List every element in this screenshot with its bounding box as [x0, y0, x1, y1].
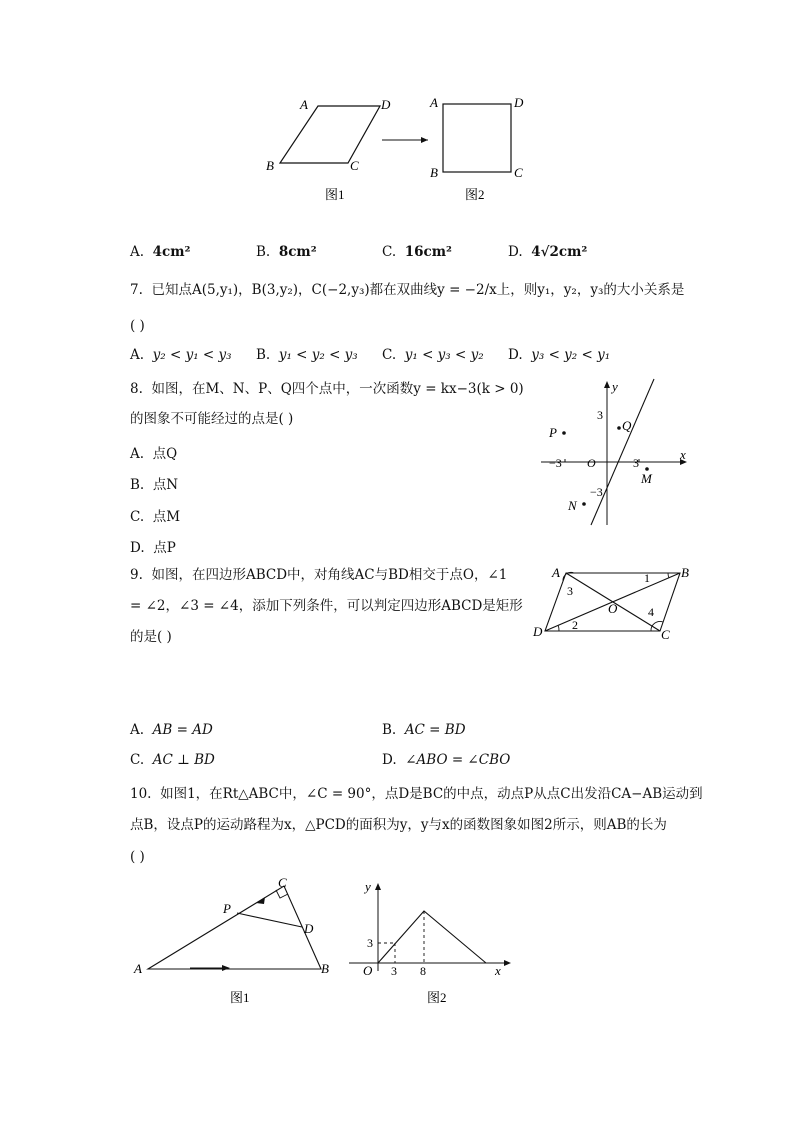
q6-option-b: B. 8cm²: [256, 244, 317, 260]
q10-stem-line1: [130, 785, 703, 803]
q6-fig1-caption: 图1: [325, 187, 345, 202]
q9-option-b: B. AC = BD: [382, 722, 466, 738]
q8-text-1: 如图，在M、N、P、Q四个点中，一次函数y = kx−3(k > 0): [151, 381, 524, 397]
q8-point-p: [562, 431, 566, 435]
q8-tick-label-3: 3: [633, 456, 639, 470]
q9-option-d: D. ∠ABO = ∠CBO: [382, 752, 511, 768]
q9-angle-1-arc: [668, 573, 669, 578]
q8-coordinate-figure: [535, 375, 695, 530]
q10-fig2-function-line: [378, 911, 486, 963]
q6-square: [443, 104, 511, 172]
q9-angle-4-label: 4: [648, 605, 654, 619]
q8-tick-label-neg3: −3: [549, 456, 562, 470]
q10-text-1: 如图1，在Rt△ABC中，∠C = 90°，点D是BC的中点，动点P从点C出发沿CA−AB运动到: [160, 786, 703, 802]
q10-triangle-abc: [148, 886, 321, 969]
q7-blank: ( ): [130, 318, 145, 334]
q8-point-n-label: N: [568, 498, 577, 513]
q10-fig1-label-p: P: [223, 901, 231, 916]
q7-number: 7.: [130, 282, 143, 298]
q6-fig1-label-d: D: [381, 97, 391, 112]
q10-arrow-ab-head-icon: [222, 965, 230, 971]
q9-option-c: C. AC ⊥ BD: [130, 752, 215, 768]
q9-label-a: A: [552, 565, 560, 580]
q10-fig2-tick-3: 3: [391, 964, 397, 978]
q9-angle-2-label: 2: [572, 618, 578, 632]
q8-origin-label: O: [587, 456, 596, 470]
q8-option-a: A. 点Q: [130, 446, 178, 462]
q10-fig1-label-b: B: [321, 961, 329, 976]
q7-option-c: C. y₁ < y₃ < y₂: [382, 347, 484, 363]
q8-ytick-label-3: 3: [597, 408, 603, 422]
q9-option-a: A. AB = AD: [130, 722, 213, 738]
q9-stem-line1: [130, 566, 507, 584]
q10-blank: ( ): [130, 849, 145, 865]
q9-angle-2-arc: [558, 625, 559, 631]
q10-fig2-y-arrow-icon: [375, 883, 381, 890]
q9-number: 9.: [130, 567, 143, 583]
q8-function-line: [591, 379, 654, 525]
q6-fig2-caption: 图2: [465, 187, 485, 202]
q8-option-d: D. 点P: [130, 540, 176, 556]
q10-fig1-triangle: [130, 875, 345, 1010]
q6-fig2-label-d: D: [514, 95, 524, 110]
q6-arrow-head-icon: [421, 137, 428, 143]
q7-stem: [130, 281, 684, 299]
q10-fig2-origin: O: [363, 963, 373, 978]
q10-fig2-x-arrow-icon: [504, 960, 511, 966]
q10-fig2-caption: 图2: [427, 990, 447, 1005]
q9-label-d: D: [533, 624, 543, 639]
q7-text: 已知点A(5,y₁)，B(3,y₂)，C(−2,y₃)都在双曲线y = −2/x上，则y₁，y₂，y₃的大小关系是: [151, 282, 685, 298]
q10-fig2-ytick-3: 3: [367, 936, 373, 950]
q10-fig1-label-a: A: [134, 961, 142, 976]
q6-fig1-label-a: A: [300, 97, 308, 112]
q8-option-c: C. 点M: [130, 509, 181, 525]
q7-option-d: D. y₃ < y₂ < y₁: [508, 347, 611, 363]
q6-option-a: A. 4cm²: [130, 244, 191, 260]
q6-option-c: C. 16cm²: [382, 244, 452, 260]
q6-fig2-label-c: C: [514, 165, 523, 180]
q8-point-p-label: P: [549, 425, 557, 440]
q9-quadrilateral-figure: [530, 563, 700, 643]
q10-segment-pd: [237, 913, 302, 927]
q8-point-q-label: Q: [622, 418, 632, 433]
q10-fig2-y-label: y: [365, 879, 371, 894]
q10-fig1-label-d: D: [304, 921, 314, 936]
q8-option-b: B. 点N: [130, 477, 179, 493]
q10-arrow-ca-head-icon: [256, 897, 265, 904]
q10-fig1-caption: 图1: [230, 990, 250, 1005]
q9-stem-line3: 的是( ): [130, 629, 172, 645]
q8-number: 8.: [130, 381, 143, 397]
q9-angle-1-label: 1: [644, 571, 650, 585]
q6-parallelogram: [280, 106, 380, 163]
q6-option-d: D. 4√2cm²: [508, 244, 588, 260]
q9-label-o: O: [608, 601, 618, 616]
q10-fig2-x-label: x: [495, 963, 501, 978]
q8-point-n: [582, 502, 586, 506]
q8-y-label: y: [612, 379, 618, 394]
q8-y-arrow-icon: [604, 381, 610, 388]
q6-fig2-label-b: B: [430, 165, 438, 180]
q9-label-c: C: [661, 627, 670, 642]
q9-angle-3-label: 3: [567, 584, 573, 598]
q9-stem-line2: = ∠2，∠3 = ∠4，添加下列条件，可以判定四边形ABCD是矩形: [130, 598, 523, 614]
q10-number: 10.: [130, 786, 152, 802]
q10-stem-line2: 点B，设点P的运动路程为x，△PCD的面积为y，y与x的函数图象如图2所示，则AB的长为: [130, 817, 667, 833]
q10-fig2-graph: [345, 875, 520, 1010]
q8-x-label: x: [680, 447, 686, 462]
q9-text-1: 如图，在四边形ABCD中，对角线AC与BD相交于点O，∠1: [151, 567, 508, 583]
q8-point-q: [617, 426, 621, 430]
q6-figure: [260, 88, 540, 213]
q6-fig2-label-a: A: [430, 95, 438, 110]
q7-option-b: B. y₁ < y₂ < y₃: [256, 347, 358, 363]
q9-label-b: B: [681, 565, 689, 580]
q10-fig2-tick-8: 8: [420, 964, 426, 978]
q10-fig1-label-c: C: [278, 875, 287, 890]
q6-fig1-label-b: B: [266, 158, 274, 173]
q8-stem-line2: 的图象不可能经过的点是( ): [130, 411, 294, 427]
q8-stem-line1: [130, 380, 524, 398]
q6-fig1-label-c: C: [350, 158, 359, 173]
q7-option-a: A. y₂ < y₁ < y₃: [130, 347, 232, 363]
q8-ytick-label-neg3: −3: [590, 485, 603, 499]
q8-point-m-label: M: [641, 471, 652, 486]
